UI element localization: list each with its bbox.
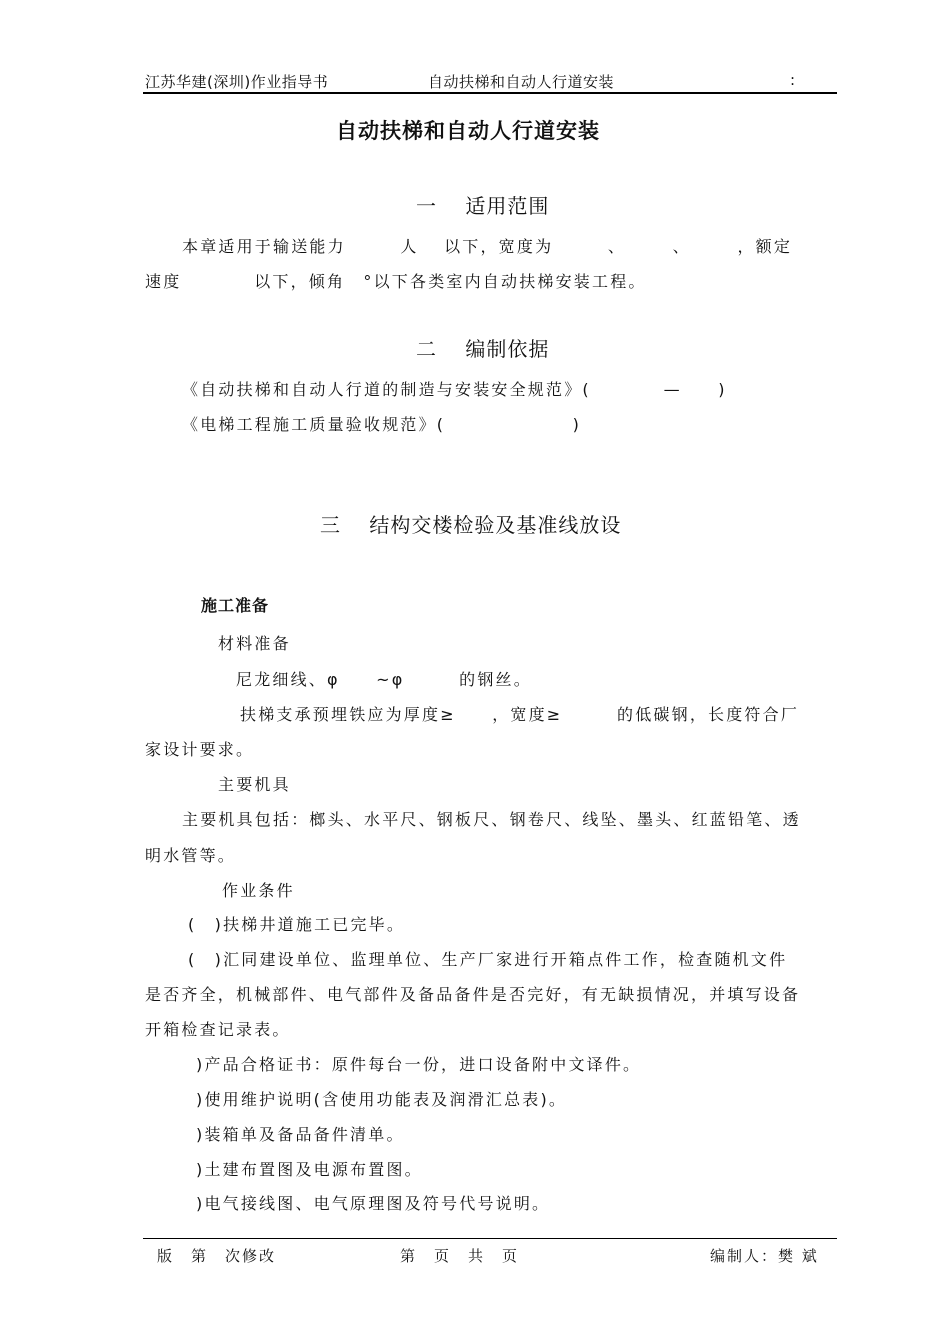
- conditions-title: 作业条件: [222, 881, 295, 900]
- reference-1: 《自动扶梯和自动人行道的制造与安装安全规范》( — ): [182, 380, 727, 399]
- header-rule: [143, 92, 837, 94]
- condition-2-line-2: 是否齐全，机械部件、电气部件及备品备件是否完好，有无缺损情况，并填写设备: [145, 985, 801, 1004]
- material-title: 材料准备: [218, 634, 291, 653]
- header-doc-title: 自动扶梯和自动人行道安装: [428, 73, 615, 91]
- section-1-heading: 一 适用范围: [416, 194, 550, 218]
- section-2-heading: 二 编制依据: [416, 337, 550, 361]
- condition-2-line-1: ( )汇同建设单位、监理单位、生产厂家进行开箱点件工作，检查随机文件: [188, 950, 788, 969]
- header-company: 江苏华建(深圳)作业指导书: [145, 73, 329, 91]
- tools-line-2: 明水管等。: [145, 846, 237, 865]
- subsection-prep-title: 施工准备: [201, 596, 270, 615]
- document-item-4: )土建布置图及电源布置图。: [196, 1160, 423, 1179]
- document-item-1: )产品合格证书：原件每台一份，进口设备附中文译件。: [196, 1055, 642, 1074]
- material-item-2-line-2: 家设计要求。: [145, 740, 255, 759]
- header-mark: :: [790, 71, 796, 89]
- tools-line-1: 主要机具包括：榔头、水平尺、钢板尺、钢卷尺、线坠、墨头、红蓝铅笔、透: [182, 810, 801, 829]
- material-item-1: 尼龙细线、φ ~φ 的钢丝。: [236, 670, 532, 689]
- footer-version: 版 第 次修改: [157, 1247, 277, 1265]
- document-item-2: )使用维护说明(含使用功能表及润滑汇总表)。: [196, 1090, 568, 1109]
- section-1-line-1: 本章适用于输送能力 人 以下，宽度为 、 、 ，额定: [182, 237, 793, 256]
- document-item-5: )电气接线图、电气原理图及符号代号说明。: [196, 1194, 551, 1213]
- footer-pages: 第 页 共 页: [400, 1247, 520, 1265]
- page-title: 自动扶梯和自动人行道安装: [336, 119, 600, 143]
- section-3-heading: 三 结构交楼检验及基准线放设: [320, 513, 622, 537]
- condition-1: ( )扶梯井道施工已完毕。: [188, 915, 406, 934]
- document-item-3: )装箱单及备品备件清单。: [196, 1125, 405, 1144]
- tools-title: 主要机具: [218, 775, 291, 794]
- material-item-2-line-1: 扶梯支承预埋铁应为厚度≥ ，宽度≥ 的低碳钢，长度符合厂: [240, 705, 800, 724]
- section-1-line-2: 速度 以下，倾角 °以下各类室内自动扶梯安装工程。: [145, 272, 647, 291]
- reference-2: 《电梯工程施工质量验收规范》( ): [182, 415, 582, 434]
- footer-rule: [143, 1238, 837, 1239]
- condition-2-line-3: 开箱检查记录表。: [145, 1020, 291, 1039]
- footer-author: 编制人：樊 斌: [710, 1247, 819, 1265]
